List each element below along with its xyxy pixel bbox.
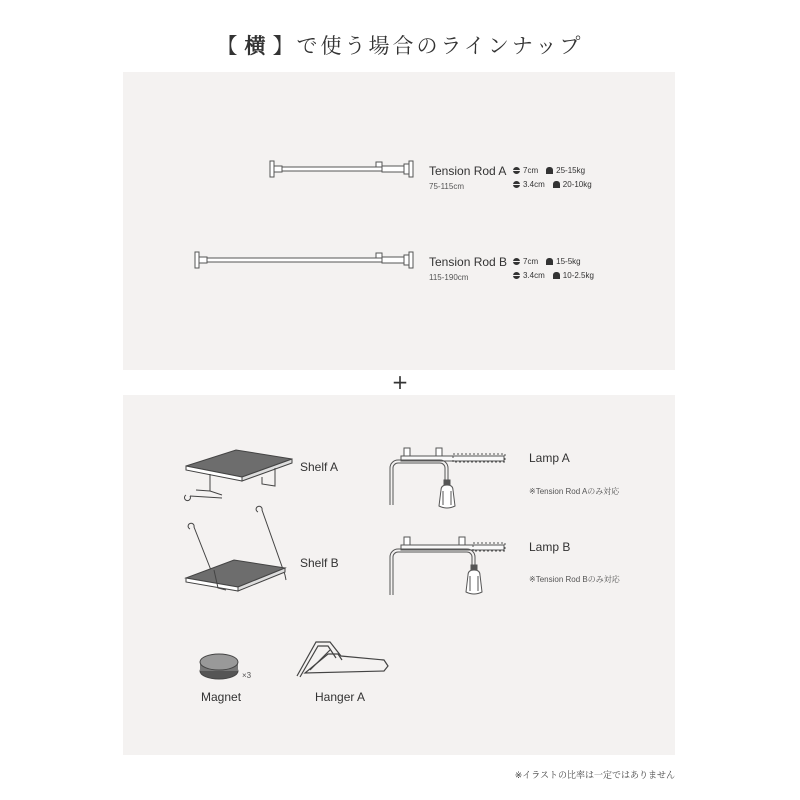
spec-diameter: 3.4cm [523,180,545,189]
shelf-a-label: Shelf A [300,460,339,474]
disc-icon [513,181,520,188]
spec-diameter: 7cm [523,166,539,175]
spec-weight: 20-10kg [562,180,592,189]
illustration-ratio-footnote: ※イラストの比率は一定ではありません [514,771,675,781]
heading-bracket-open: 【 [216,34,241,58]
tension-rod-b-spec-2 [513,271,594,280]
weight-icon [553,181,560,188]
lamp-b-note: ※Tension Rod Bのみ対応 [529,575,620,584]
shelf-b-label: Shelf B [300,556,339,570]
tension-rod-a-spec-2 [513,180,592,189]
spec-weight: 25-15kg [556,166,586,175]
shelf-b-illustration [186,506,286,591]
tension-rod-a-range: 75-115cm [429,182,464,191]
heading-text: で使う場合のラインナップ [296,34,584,58]
lamp-b-illustration [390,537,505,595]
disc-icon [513,258,520,265]
heading-bracket-close: 】 [272,34,297,58]
magnet-illustration [200,654,238,679]
lamp-a-label: Lamp A [529,451,570,465]
magnet-quantity: ×3 [242,671,252,680]
disc-icon [513,167,520,174]
weight-icon [553,272,560,279]
shelf-a-illustration [184,450,292,501]
lamp-a-illustration [390,448,505,508]
spec-weight: 15-5kg [556,257,581,266]
spec-diameter: 7cm [523,257,539,266]
weight-icon [546,167,553,174]
disc-icon [513,272,520,279]
tension-rod-b-illustration [195,252,413,268]
magnet-label: Magnet [201,690,242,704]
hanger-a-illustration [297,642,388,677]
tension-rod-b-spec-1 [513,257,581,266]
tension-rod-a-name: Tension Rod A [429,164,507,178]
spec-weight: 10-2.5kg [562,271,594,280]
hanger-a-label: Hanger A [315,690,366,704]
tension-rod-a-spec-1 [513,166,585,175]
spec-diameter: 3.4cm [523,271,545,280]
tension-rod-a-illustration [270,161,413,177]
plus-sign: + [391,370,409,394]
tension-rod-b-name: Tension Rod B [429,255,508,269]
tension-rod-b-range: 115-190cm [429,273,469,282]
heading-keyword: 横 [244,34,269,58]
lamp-b-label: Lamp B [529,540,571,554]
weight-icon [546,258,553,265]
lamp-a-note: ※Tension Rod Aのみ対応 [529,487,620,496]
